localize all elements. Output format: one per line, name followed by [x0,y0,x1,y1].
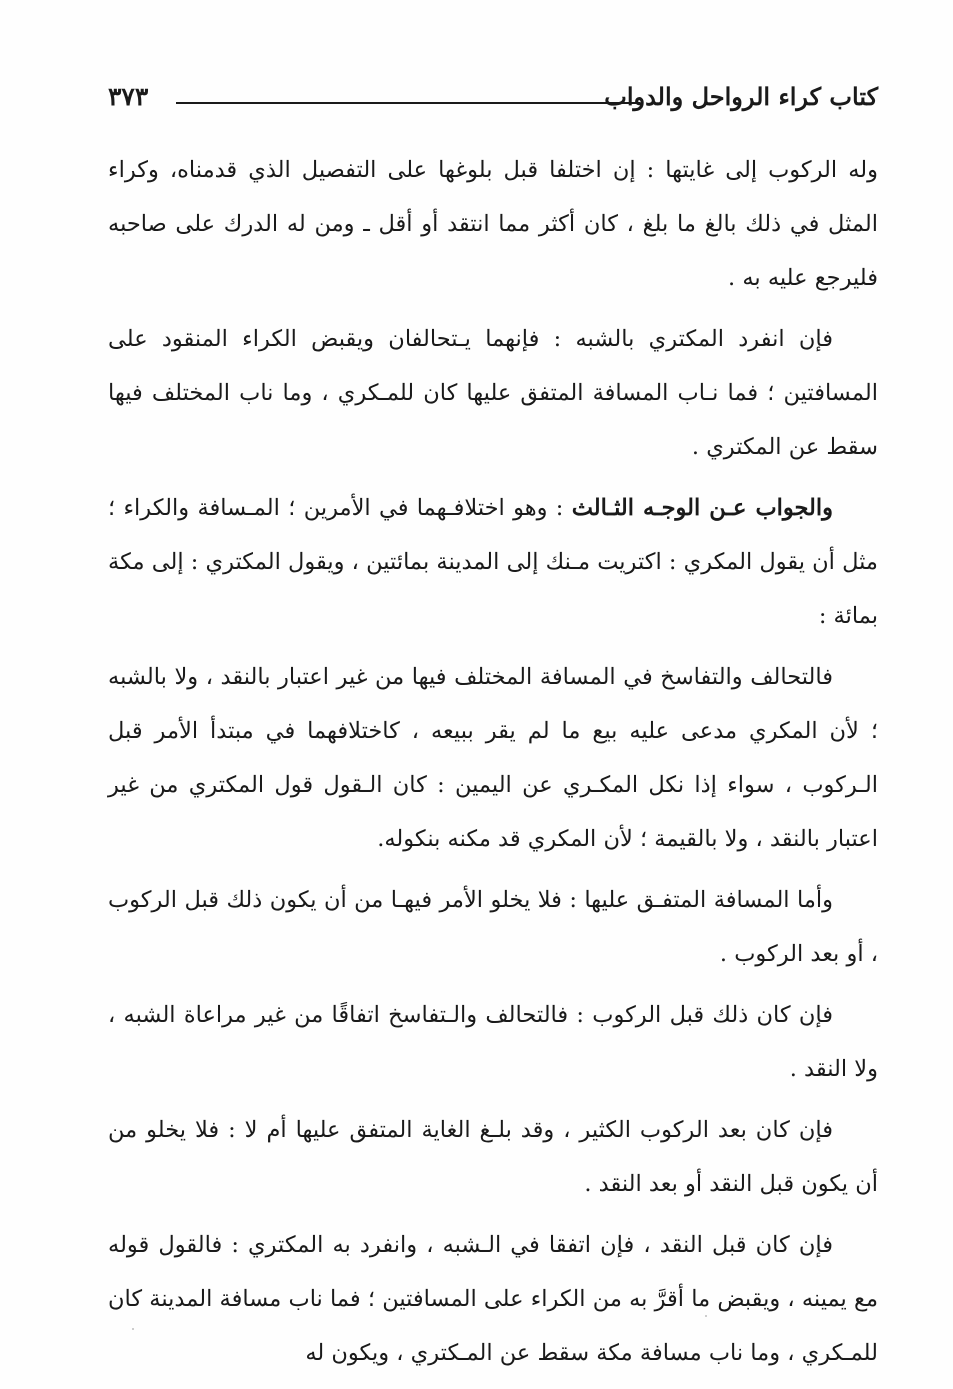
body-text [108,143,878,1387]
paragraph-1-text: وله الركوب إلى غايتها : إن اختلفا قبل بلوغها على التفصيل الذي قدمناه، وكراء المثل في ذلك بالغ ما بلغ ، كان أكثر مما انتقد أو أقل ـ ومن له الدرك على صاحبه فليرجع عليه به . [108,157,878,291]
header-rule [176,102,640,104]
paragraph-5-text: وأما المسافة المتفـق عليها : فلا يخلو الأمر فيهـا من أن يكون ذلك قبل الركوب ، أو بعد الركوب . [108,887,878,967]
paragraph-7-text: فإن كان بعد الركوب الكثير ، وقد بلـغ الغاية المتفق عليها أم لا : فلا يخلو من أن يكون قبل النقد أو بعد النقد . [108,1117,878,1197]
paragraph-7 [108,1103,878,1211]
paragraph-4 [108,650,878,866]
paper-speck [705,1315,707,1317]
paragraph-5 [108,873,878,981]
paper-speck [132,1328,134,1330]
running-title: كتاب كراء الرواحل والدواب [604,82,878,111]
paragraph-6-text: فإن كان ذلك قبل الركوب : فالتحالف والـتفاسخ اتفاقًا من غير مراعاة الشبه ، ولا النقد . [108,1002,878,1082]
running-header [108,82,878,122]
paragraph-2 [108,312,878,474]
paragraph-8 [108,1218,878,1380]
paragraph-3 [108,481,878,643]
paragraph-3-text: : وهو اختلافـهما في الأمرين ؛ المـسافة والكراء ؛ مثل أن يقول المكري : اكتريت مـنك إلى المدينة بمائتين ، ويقول المكتري : إلى مكة بمائة : [108,495,878,629]
page-number: ٣٧٣ [108,82,149,111]
paragraph-8-text: فإن كان قبل النقد ، فإن اتفقا في الـشبه ، وانفرد به المكتري : فالقول قوله مع يمينه ، ويقبض ما أقرَّ به من الكراء على المسافتين ؛ فما ناب مسافة المدينة كان للمـكري ، وما ناب مسافة مكة سقط عن المـكتري ، ويكون له [108,1232,878,1366]
paragraph-4-text: فالتحالف والتفاسخ في المسافة المختلف فيها من غير اعتبار بالنقد ، ولا بالشبه ؛ لأن المكري مدعى عليه بيع ما لم يقر ببيعه ، كاختلافهما في مبتدأ الأمر قبل الـركوب ، سواء إذا نكل المكـري عن اليمين : كان الـقول قول المكتري من غير اعتبار بالنقد ، ولا بالقيمة ؛ لأن المكري قد مكنه بنكوله. [108,664,878,852]
paragraph-1 [108,143,878,305]
paragraph-2-text: فإن انفرد المكتري بالشبه : فإنهما يـتحالفان ويقبض الكراء المنقود على المسافتين ؛ فما نـاب المسافة المتفق عليها كان للمـكري ، وما ناب المختلف فيها سقط عن المكتري . [108,326,878,460]
paragraph-6 [108,988,878,1096]
paragraph-3-lead: والجواب عـن الوجـه الثـالث [571,495,833,521]
